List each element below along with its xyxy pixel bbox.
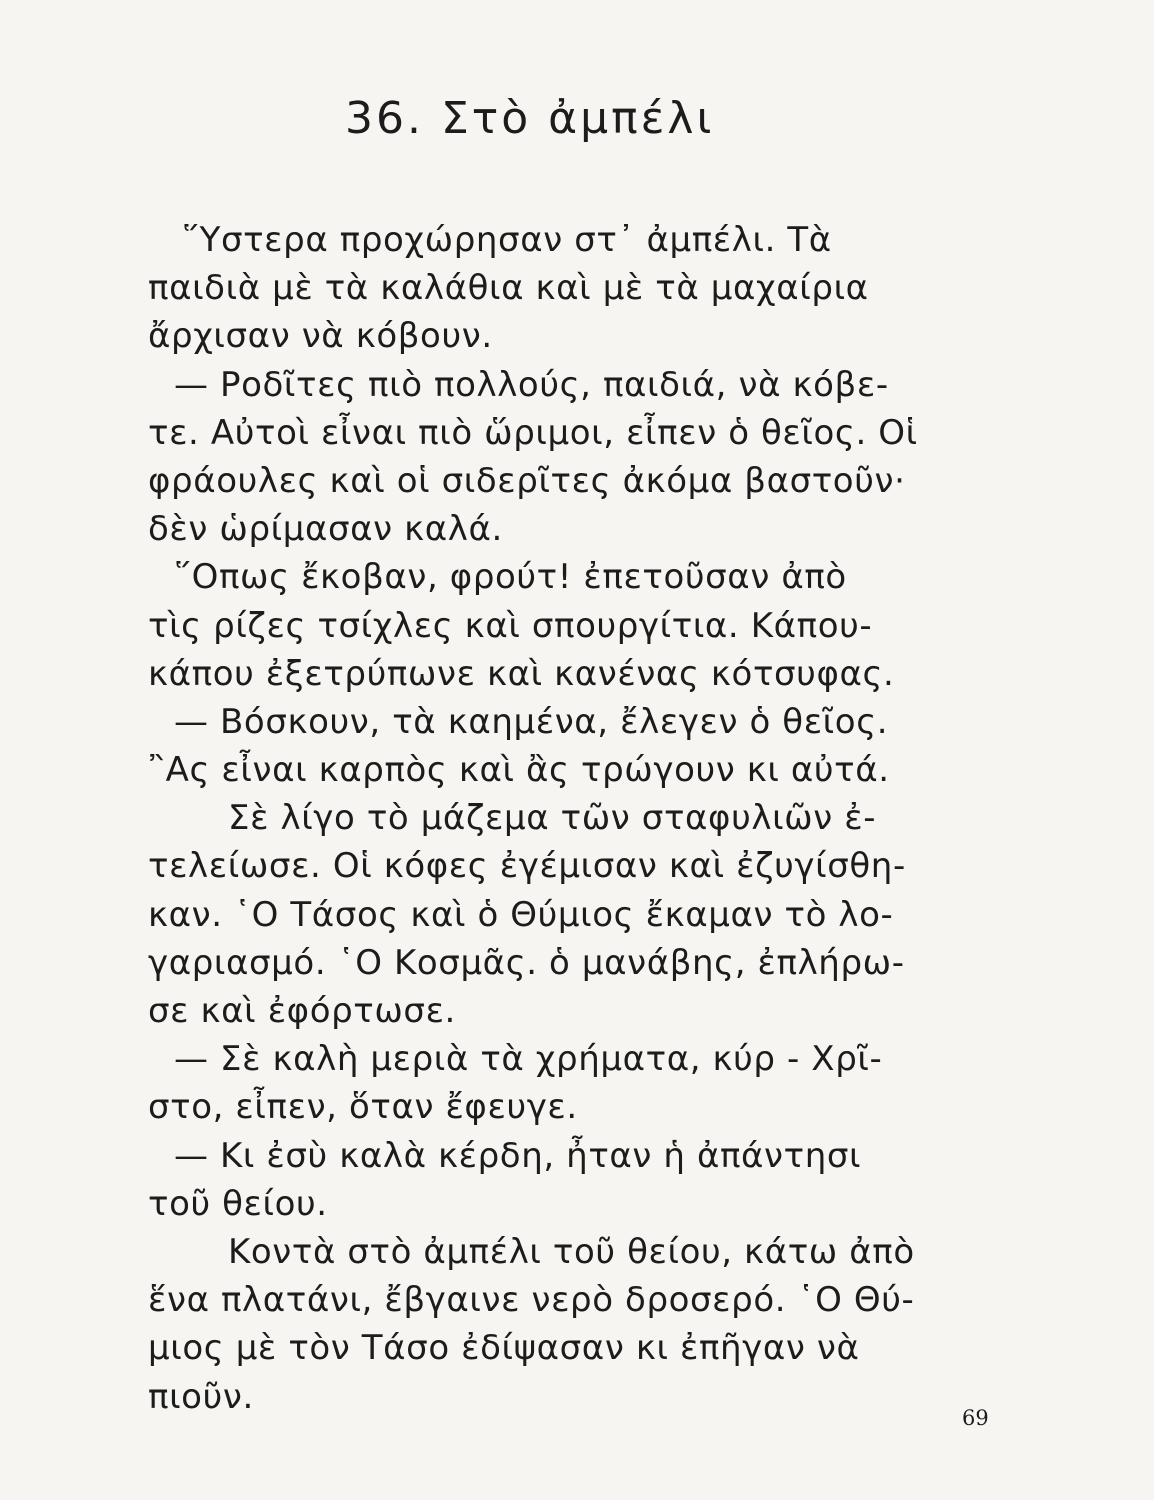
text-line: τελείωσε. Οἱ κόφες ἐγέμισαν καὶ ἐζυγίσθη-: [148, 846, 906, 887]
text-line: ἕνα πλατάνι, ἔβγαινε νερὸ δροσερό. ῾Ο Θύ-: [148, 1280, 915, 1321]
chapter-title: 36. Στὸ ἀμπέλι: [345, 93, 715, 144]
text-line: τε. Αὐτοὶ εἶναι πιὸ ὥριμοι, εἶπεν ὁ θεῖος. Οἱ: [148, 412, 918, 453]
text-line: ῞Υστερα προχώρησαν στ᾽ ἀμπέλι. Τὰ: [182, 220, 832, 260]
text-line: — Σὲ καλὴ μεριὰ τὰ χρήματα, κύρ - Χρῖ-: [174, 1039, 883, 1080]
text-line: ῍Ας εἶναι καρπὸς καὶ ἂς τρώγουν κι αὐτά.: [148, 750, 890, 791]
text-line: γαριασμό. ῾Ο Κοσμᾶς. ὁ μανάβης, ἐπλήρω-: [148, 942, 905, 983]
text-line: ἄρχισαν νὰ κόβουν.: [148, 316, 493, 357]
text-line: Κοντὰ στὸ ἀμπέλι τοῦ θείου, κάτω ἀπὸ: [228, 1231, 915, 1272]
text-line: καν. ῾Ο Τάσος καὶ ὁ Θύμιος ἔκαμαν τὸ λο-: [148, 894, 894, 935]
text-line: φράουλες καὶ οἱ σιδερῖτες ἀκόμα βαστοῦν·: [148, 460, 906, 501]
text-line: Σὲ λίγο τὸ μάζεμα τῶν σταφυλιῶν ἐ-: [228, 798, 877, 839]
text-line: στο, εἶπεν, ὅταν ἔφευγε.: [148, 1087, 578, 1128]
text-line: τοῦ θείου.: [148, 1183, 328, 1224]
text-line: — Βόσκουν, τὰ καημένα, ἔλεγεν ὁ θεῖος.: [174, 701, 889, 742]
text-line: — Κι ἐσὺ καλὰ κέρδη, ἦταν ἡ ἀπάντησι: [174, 1135, 862, 1176]
text-line: παιδιὰ μὲ τὰ καλάθια καὶ μὲ τὰ μαχαίρια: [148, 268, 869, 309]
text-line: ῞Οπως ἔκοβαν, φρούτ! ἐπετοῦσαν ἀπὸ: [174, 557, 847, 598]
text-line: τὶς ρίζες τσίχλες καὶ σπουργίτια. Κάπου-: [148, 605, 873, 646]
text-line: δὲν ὡρίμασαν καλά.: [148, 509, 503, 550]
text-line: μιος μὲ τὸν Τάσο ἐδίψασαν κι ἐπῆγαν νὰ: [148, 1328, 860, 1369]
text-line: — Ροδῖτες πιὸ πολλούς, παιδιά, νὰ κόβε-: [174, 364, 889, 405]
story-text: [148, 216, 998, 1421]
text-line: πιοῦν.: [148, 1376, 254, 1417]
text-line: σε καὶ ἐφόρτωσε.: [148, 991, 456, 1031]
text-line: κάπου ἐξετρύπωνε καὶ κανένας κότσυφας.: [148, 653, 895, 694]
page-number: 69: [962, 1406, 989, 1430]
